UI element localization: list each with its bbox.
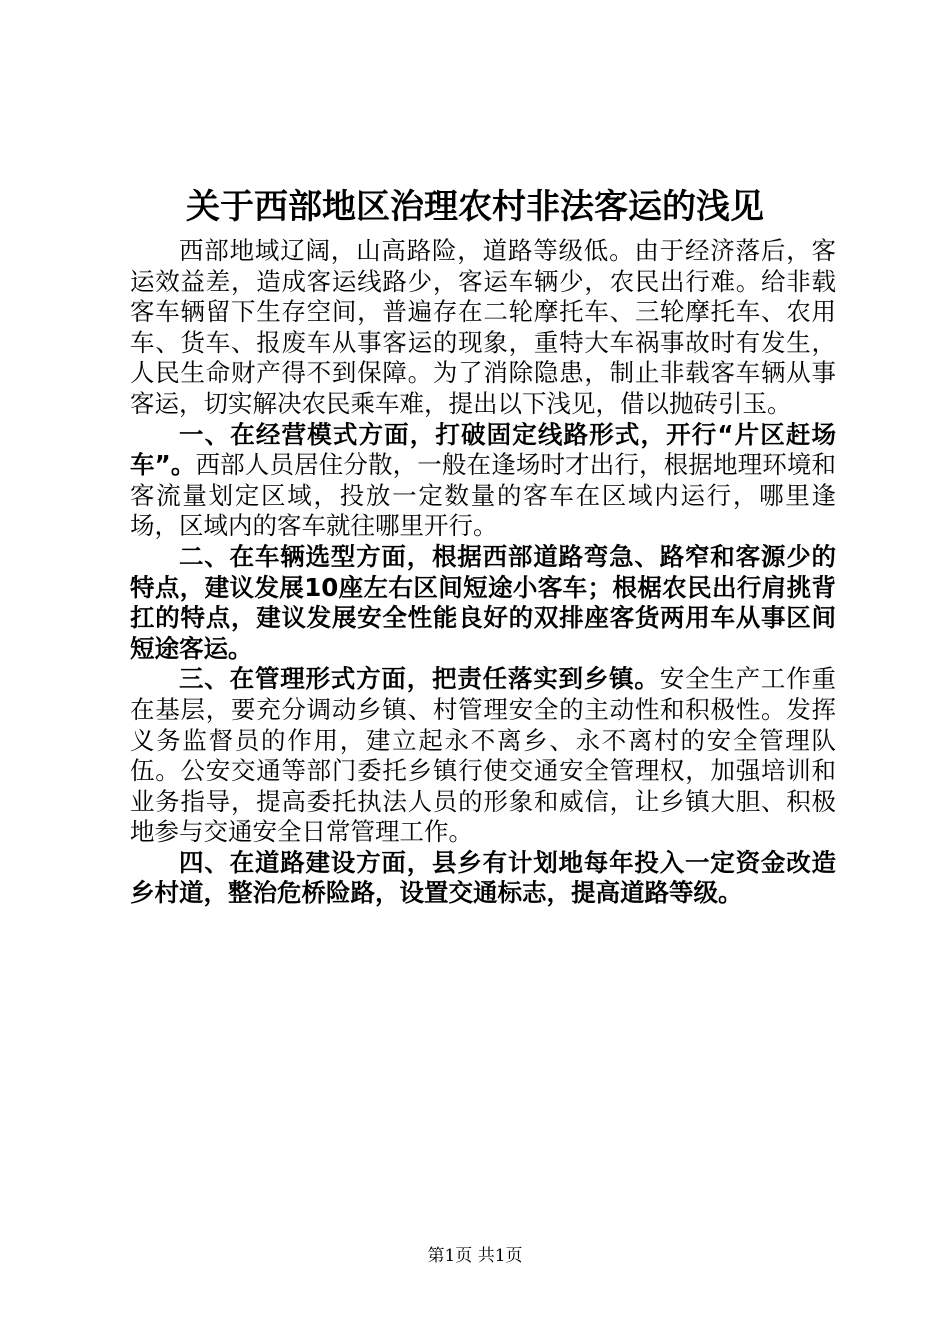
- page-footer: 第1页 共1页: [427, 1246, 523, 1266]
- document-body: [130, 236, 836, 909]
- paragraph-3: [130, 664, 836, 848]
- paragraph-1-text: 西部人员居住分散，一般在逢场时才出行，根据地理环境和客流量划定区域，投放一定数量的客车在区域内运行，哪里逢场，区域内的客车就往哪里开行。: [130, 450, 837, 541]
- paragraph-intro-text: 西部地域辽阔，山高路险，道路等级低。由于经济落后，客运效益差，造成客运线路少，客运车辆少，农民出行难。给非载客车辆留下生存空间，普遍存在二轮摩托车、三轮摩托车、农用车、货车、报废车从事客运的现象，重特大车祸事故时有发生，人民生命财产得不到保障。为了消除隐患，制止非载客车辆从事客运，切实解决农民乘车难，提出以下浅见，借以抛砖引玉。: [130, 236, 836, 418]
- document-title: 关于西部地区治理农村非法客运的浅见: [186, 187, 764, 227]
- paragraph-1-heading: 一、在经营模式方面，打破固定线路形式，开行“片区赶场车”。: [130, 419, 836, 480]
- paragraph-3-text: 安全生产工作重在基层，要充分调动乡镇、村管理安全的主动性和积极性。发挥义务监督员的作用，建立起永不离乡、永不离村的安全管理队伍。公安交通等部门委托乡镇行使交通安全管理权，加强培训和业务指导，提高委托执法人员的形象和威信，让乡镇大胆、积极地参与交通安全日常管理工作。: [130, 664, 837, 847]
- paragraph-3-heading: 三、在管理形式方面，把责任落实到乡镇。: [179, 664, 660, 694]
- paragraph-4: [130, 848, 836, 909]
- paragraph-2: [130, 542, 836, 664]
- paragraph-1: [130, 420, 836, 542]
- paragraph-2-heading: 二、在车辆选型方面，根据西部道路弯急、路窄和客源少的特点，建议发展10座左右区间短途小客车；根椐农民出行肩挑背扛的特点，建议发展安全性能良好的双排座客货两用车从事区间短途客运。: [130, 541, 836, 663]
- paragraph-intro: [130, 236, 836, 420]
- paragraph-4-heading: 四、在道路建设方面，县乡有计划地每年投入一定资金改造乡村道，整治危桥险路，设置交通标志，提高道路等级。: [130, 847, 836, 908]
